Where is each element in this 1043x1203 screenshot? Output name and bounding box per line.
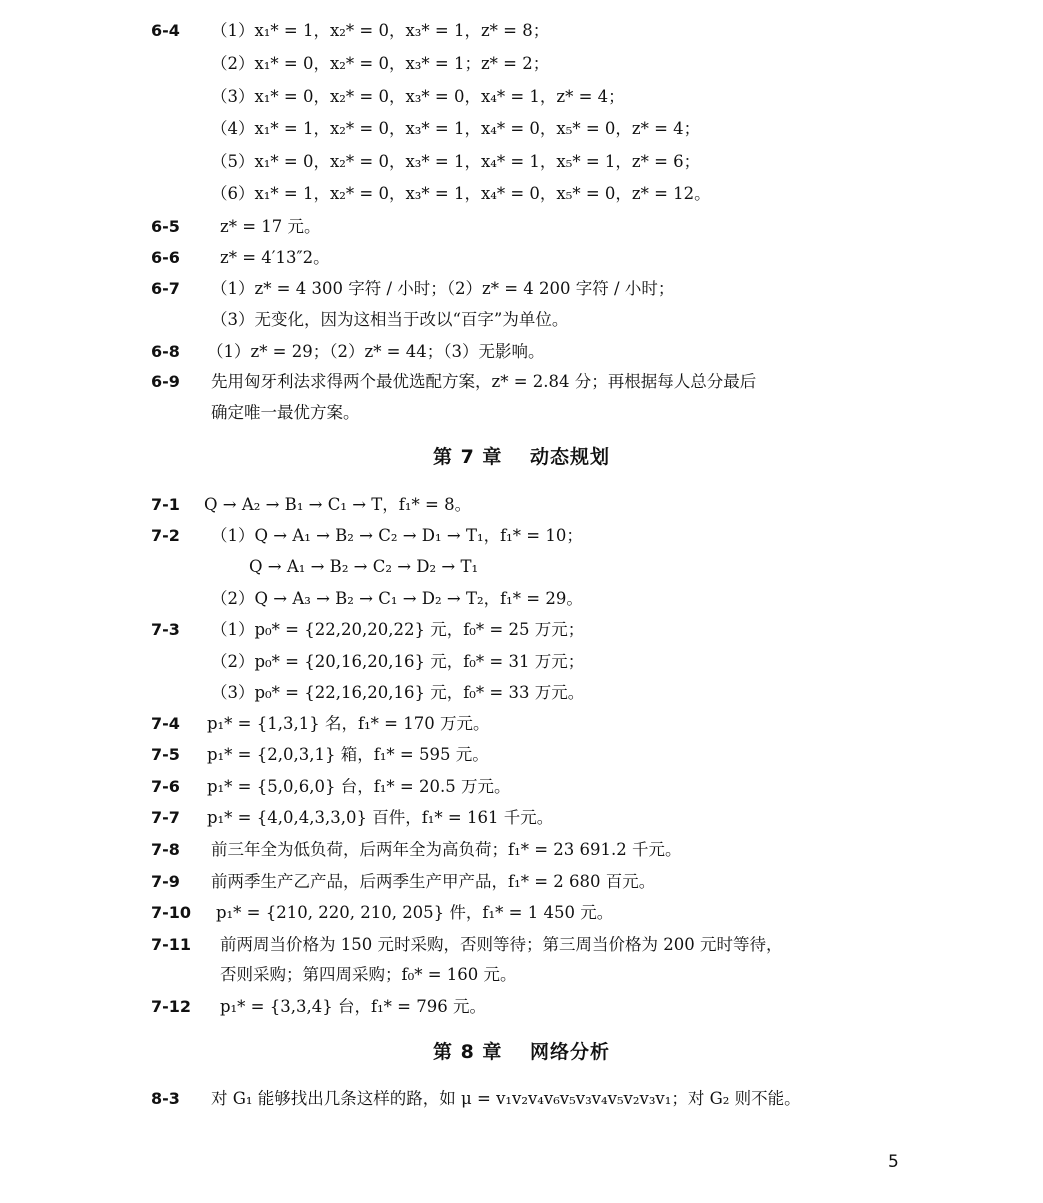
- page-number: 5: [888, 1152, 899, 1172]
- document-page: 6-4 （1）x₁* = 1，x₂* = 0，x₃* = 1，z* = 8； （2）x₁* = 0，x₂* = 0，x₃* = 1；z* = 2； （3）x₁* = 0，x₂* = 0，x₃* = 0，x₄* = 1，z* = 4； （4）x₁* = 1，x₂* = 0，x₃* = 1，x₄* = 0，x₅* = 0，z* = 4； （5）x₁* = 0，x₂* = 0，x₃* = 1，x₄* = 1，x₅* = 1，z* = 6； （6）x₁* = 1，x₂* = 0，x₃* = 1，x₄* = 0，x₅* = 0，z* = 12。 6-5 z* = 17 元。 6-6 z* = 4′13″2。 6-7 （1）z* = 4 300 字符 / 小时；（2）z* = 4 200 字符 / 小时； （3）无变化，因为这相当于改以“百字”为单位。 6-8 （1）z* = 29；（2）z* = 44；（3）无影响。 6-9 先用匈牙利法求得两个最优选配方案，z* = 2.84 分；再根据每人总分最后 确定唯一最优方案。 第 7 章 动态规划 7-1 Q → A₂ → B₁ → C₁ → T，f₁* = 8。 7-2 （1）Q → A₁ → B₂ → C₂ → D₁ → T₁，f₁* = 10； Q → A₁ → B₂ → C₂ → D₂ → T₁ （2）Q → A₃ → B₂ → C₁ → D₂ → T₂，f₁* = 29。 7-3 （1）p₀* = {22,20,20,22} 元，f₀* = 25 万元； （2）p₀* = {20,16,20,16} 元，f₀* = 31 万元； （3）p₀* = {22,16,20,16} 元，f₀* = 33 万元。 7-4 p₁* = {1,3,1} 名，f₁* = 170 万元。 7-5 p₁* = {2,0,3,1} 箱，f₁* = 595 元。 7-6 p₁* = {5,0,6,0} 台，f₁* = 20.5 万元。 7-7 p₁* = {4,0,4,3,3,0} 百件，f₁* = 161 千元。 7-8 前三年全为低负荷，后两年全为高负荷；f₁* = 23 691.2 千元。 7-9 前两季生产乙产品，后两季生产甲产品，f₁* = 2 680 百元。 7-10 p₁* = {210, 220, 210, 205} 件，f₁* = 1 450 元。 7-11 前两周当价格为 150 元时采购，否则等待；第三周当价格为 200 元时等待， 否则采购；第四周采购；f₀* = 160 元。 7-12 p₁* = {3,3,4} 台，f₁* = 796 元。 第 8 章 网络分析 8-3 对 G₁ 能够找出几条这样的路，如 μ = v₁v₂v₄v₆v₅v₃v₄v₅v₂v₃v₁；对 G₂ 则不能。 5: [0, 0, 1043, 1203]
- chapter-7-heading: 第 7 章 动态规划: [432, 446, 611, 468]
- chapter-8-heading: 第 8 章 网络分析: [432, 1041, 611, 1063]
